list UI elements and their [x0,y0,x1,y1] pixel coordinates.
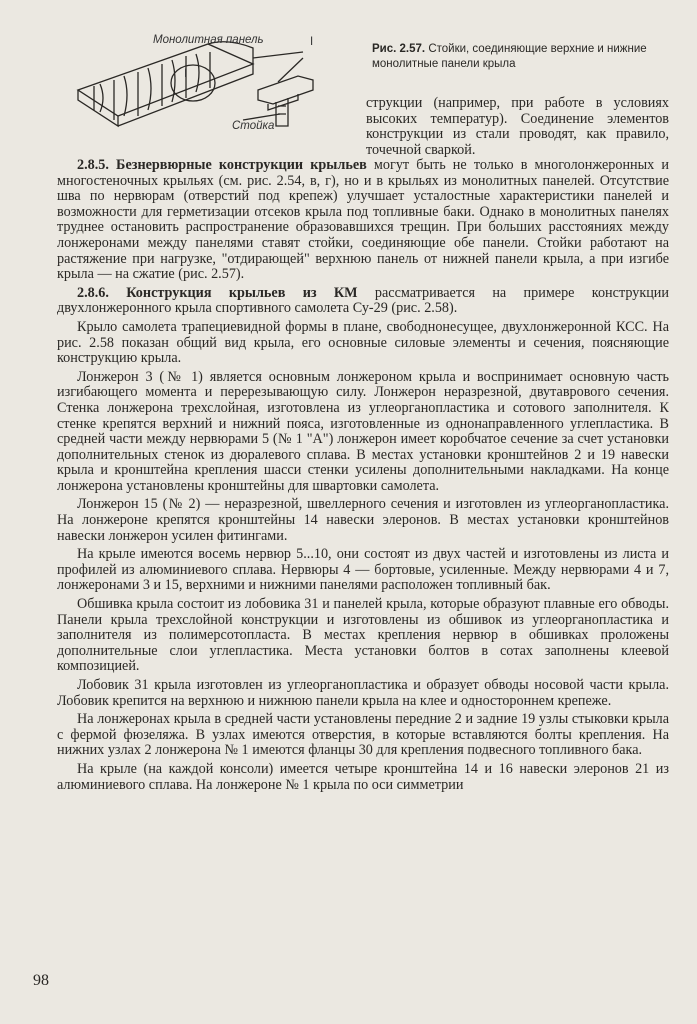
main-text [57,158,669,793]
paragraph: Лобовик 31 крыла изготовлен из углеорганопластика и образует обводы носовой части крыла. Лобовик крепится на верхнюю и нижнюю панели крыла на клее и одностороннем крепеже. [57,677,669,709]
paragraph: На крыле имеются восемь нервюр 5...10, они состоят из двух частей и изготовлены из листа и профилей из алюминиевого сплава. Нервюры 4 — бортовые, усиленные. Между нервюрами 4 и 7, лонжеронами 3 и 15, верхними и нижними панелями расположен топливный бак. [57,546,669,594]
paragraph: Обшивка крыла состоит из лобовика 31 и панелей крыла, которые образуют плавные его обводы. Панели крыла трехслойной конструкции и изготовлены из обшивок из углеорганопластика и заполнителя из полимерсотопласта. В местах крепления нервюр в обшивках проложены дополнительные слои углепластика. Места установки болтов в сотах заполнены клеевой композицией. [57,596,669,675]
section-2-8-5 [57,158,669,283]
paragraph: Лонжерон 3 (№ 1) является основным лонжероном крыла и воспринимает основную часть изгибающего момента и перерезывающую силу. Лонжерон неразрезной, двутаврового сечения. Стенка лонжерона трехслойная, изготовлена из углеорганопластика и сотового заполнителя. К стенке крепятся верхний и нижний пояса, изготовленные из однонаправленного углепластика. В средней части между нервюрами 5 (№ 1 "А") лонжерон имеет коробчатое сечение за счет установки дополнительных стенок из дюралевого сплава. В местах установки кронштейнов 2 и 19 навески крыла и кронштейна крепления шасси стенки усилены дополнительными накладками. На конце лонжерона установлены кронштейны для швартовки самолета. [57,368,669,494]
label-detail-mark-inner: I [184,68,188,80]
section-text: рассматривается на примере конструкции двухлонжеронного крыла спортивного самолета Су-29 (рис. 2.58). [57,284,669,317]
figure-wing-panel-posts [58,28,358,143]
section-2-8-6 [57,286,669,317]
caption-number: Рис. 2.57. [372,43,426,55]
section-heading: 2.8.5. Безнервюрные конструкции крыльев [77,157,367,173]
paragraph: На лонжеронах крыла в средней части установлены передние 2 и задние 19 узлы стыковки крыла с фермой фюзеляжа. В узлах имеются отверстия, в которые вставляются болты крепления. На нижних узлах 2 лонжерона № 1 имеются фланцы 30 для крепления подвесного топливного бака. [57,711,669,759]
paragraph: Крыло самолета трапециевидной формы в плане, свободнонесущее, двухлонжеронной КСС. На рис. 2.58 показан общий вид крыла, его основные силовые элементы и сечения, поясняющие конструкцию крыла. [57,318,669,367]
label-monolithic-panel: Монолитная панель [153,34,264,46]
paragraph: На крыле (на каждой консоли) имеется четыре кронштейна 14 и 16 навески элеронов 21 из алюминиевого сплава. На лонжероне № 1 крыла по оси симметрии [57,760,669,793]
paragraph: Лонжерон 15 (№ 2) — неразрезной, швеллерного сечения и изготовлен из углеорганопластика. На лонжероне крепятся кронштейны 14 навески элеронов. В местах установки кронштейнов навески лонжерон усилен фитингами. [57,496,669,544]
paragraph-continued: струкции (например, при работе в условиях высоких температур). Соединение элементов конструкции из стали проводят, как правило, точечной сваркой. [366,95,669,158]
caption-text: Стойки, соединяющие верхние и нижние монолитные панели крыла [372,43,647,70]
section-text: могут быть не только в многолонжеронных и многостеночных крыльях (см. рис. 2.54, в, г), но и в крыльях из монолитных панелей. Отсутствие шва по нервюрам (отверстий под крепеж) улучшает усталостные характеристики панелей и возможности для герметизации отсеков крыла под топливные баки. Однако в монолитных панелях труднее остановить распространение образовавшихся трещин. При больших расстояниях между лонжеронами между панелями ставят стойки, соединяющие обе панели. Стойки работают на растяжение при нагрузке, "отдирающей" верхнюю панель от нижней панели крыла, а при изгибе крыла — на сжатие (рис. 2.57). [57,157,669,283]
figure-caption [372,42,677,72]
section-heading: 2.8.6. Конструкция крыльев из КМ [77,284,358,301]
label-post: Стойка [232,120,275,132]
page-number: 98 [33,972,49,989]
label-detail-mark: I [310,36,314,48]
continued-paragraph [366,96,669,158]
